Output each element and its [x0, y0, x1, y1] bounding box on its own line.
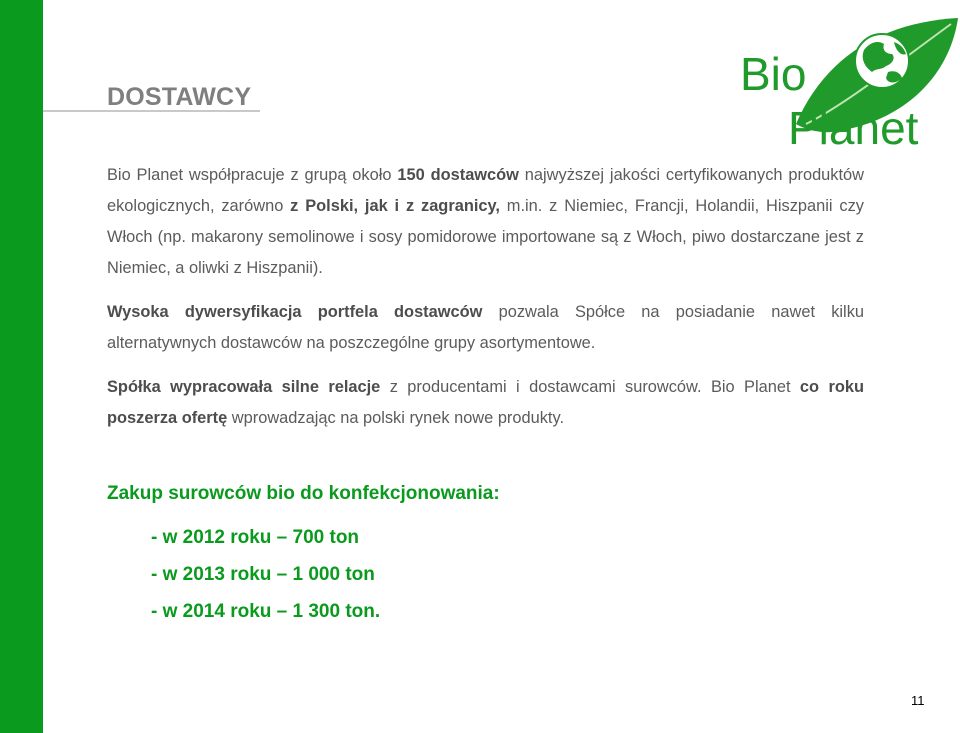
paragraph-text: wprowadzając na polski rynek nowe produkty.: [227, 409, 565, 427]
left-accent-bar: [0, 0, 43, 733]
bio-planet-logo: [736, 14, 960, 152]
paragraph-bold: co roku poszerza ofertę: [107, 378, 864, 427]
paragraph-bold: Spółka wypracowała silne relacje: [107, 378, 381, 396]
paragraph-bold: 150 dostawców: [397, 166, 519, 184]
list-item: - w 2014 roku – 1 300 ton.: [151, 601, 381, 622]
paragraph-bold: Wysoka dywersyfikacja portfela dostawców: [107, 303, 483, 321]
slide-title: DOSTAWCY: [107, 83, 252, 111]
paragraph-bold: z Polski, jak i z zagranicy,: [290, 197, 500, 215]
list-item: - w 2012 roku – 700 ton: [151, 527, 360, 548]
paragraph-text: Bio Planet współpracuje z grupą około: [107, 166, 398, 184]
purchases-heading: Zakup surowców bio do konfekcjonowania:: [107, 483, 500, 504]
paragraph-relations: [107, 372, 864, 434]
logo-word-planet: Planet: [788, 102, 919, 152]
page-number: 11: [911, 693, 925, 708]
paragraph-text: pozwala Spółce na posiadanie nawet kilku alternatywnych dostawców na poszczególne grupy asortymentowe.: [107, 303, 865, 352]
paragraph-suppliers: [107, 160, 864, 284]
purchases-list: [107, 519, 500, 630]
paragraph-text: z producentami i dostawcami surowców. Bio Planet: [380, 378, 800, 396]
paragraph-text: m.in. z Niemiec, Francji, Holandii, Hiszpanii czy Włoch (np. makarony semolinowe i sosy pomidorowe importowane są z Włoch, piwo dostarczane jest z Niemiec, a oliwki z Hiszpanii).: [107, 197, 864, 277]
paragraph-diversification: [107, 297, 864, 359]
paragraph-text: najwyższej jakości certyfikowanych produktów ekologicznych, zarówno: [107, 166, 864, 215]
main-content: [107, 160, 864, 434]
purchases-section: [107, 483, 500, 630]
logo-word-bio: Bio: [740, 48, 807, 100]
list-item: - w 2013 roku – 1 000 ton: [151, 564, 375, 585]
